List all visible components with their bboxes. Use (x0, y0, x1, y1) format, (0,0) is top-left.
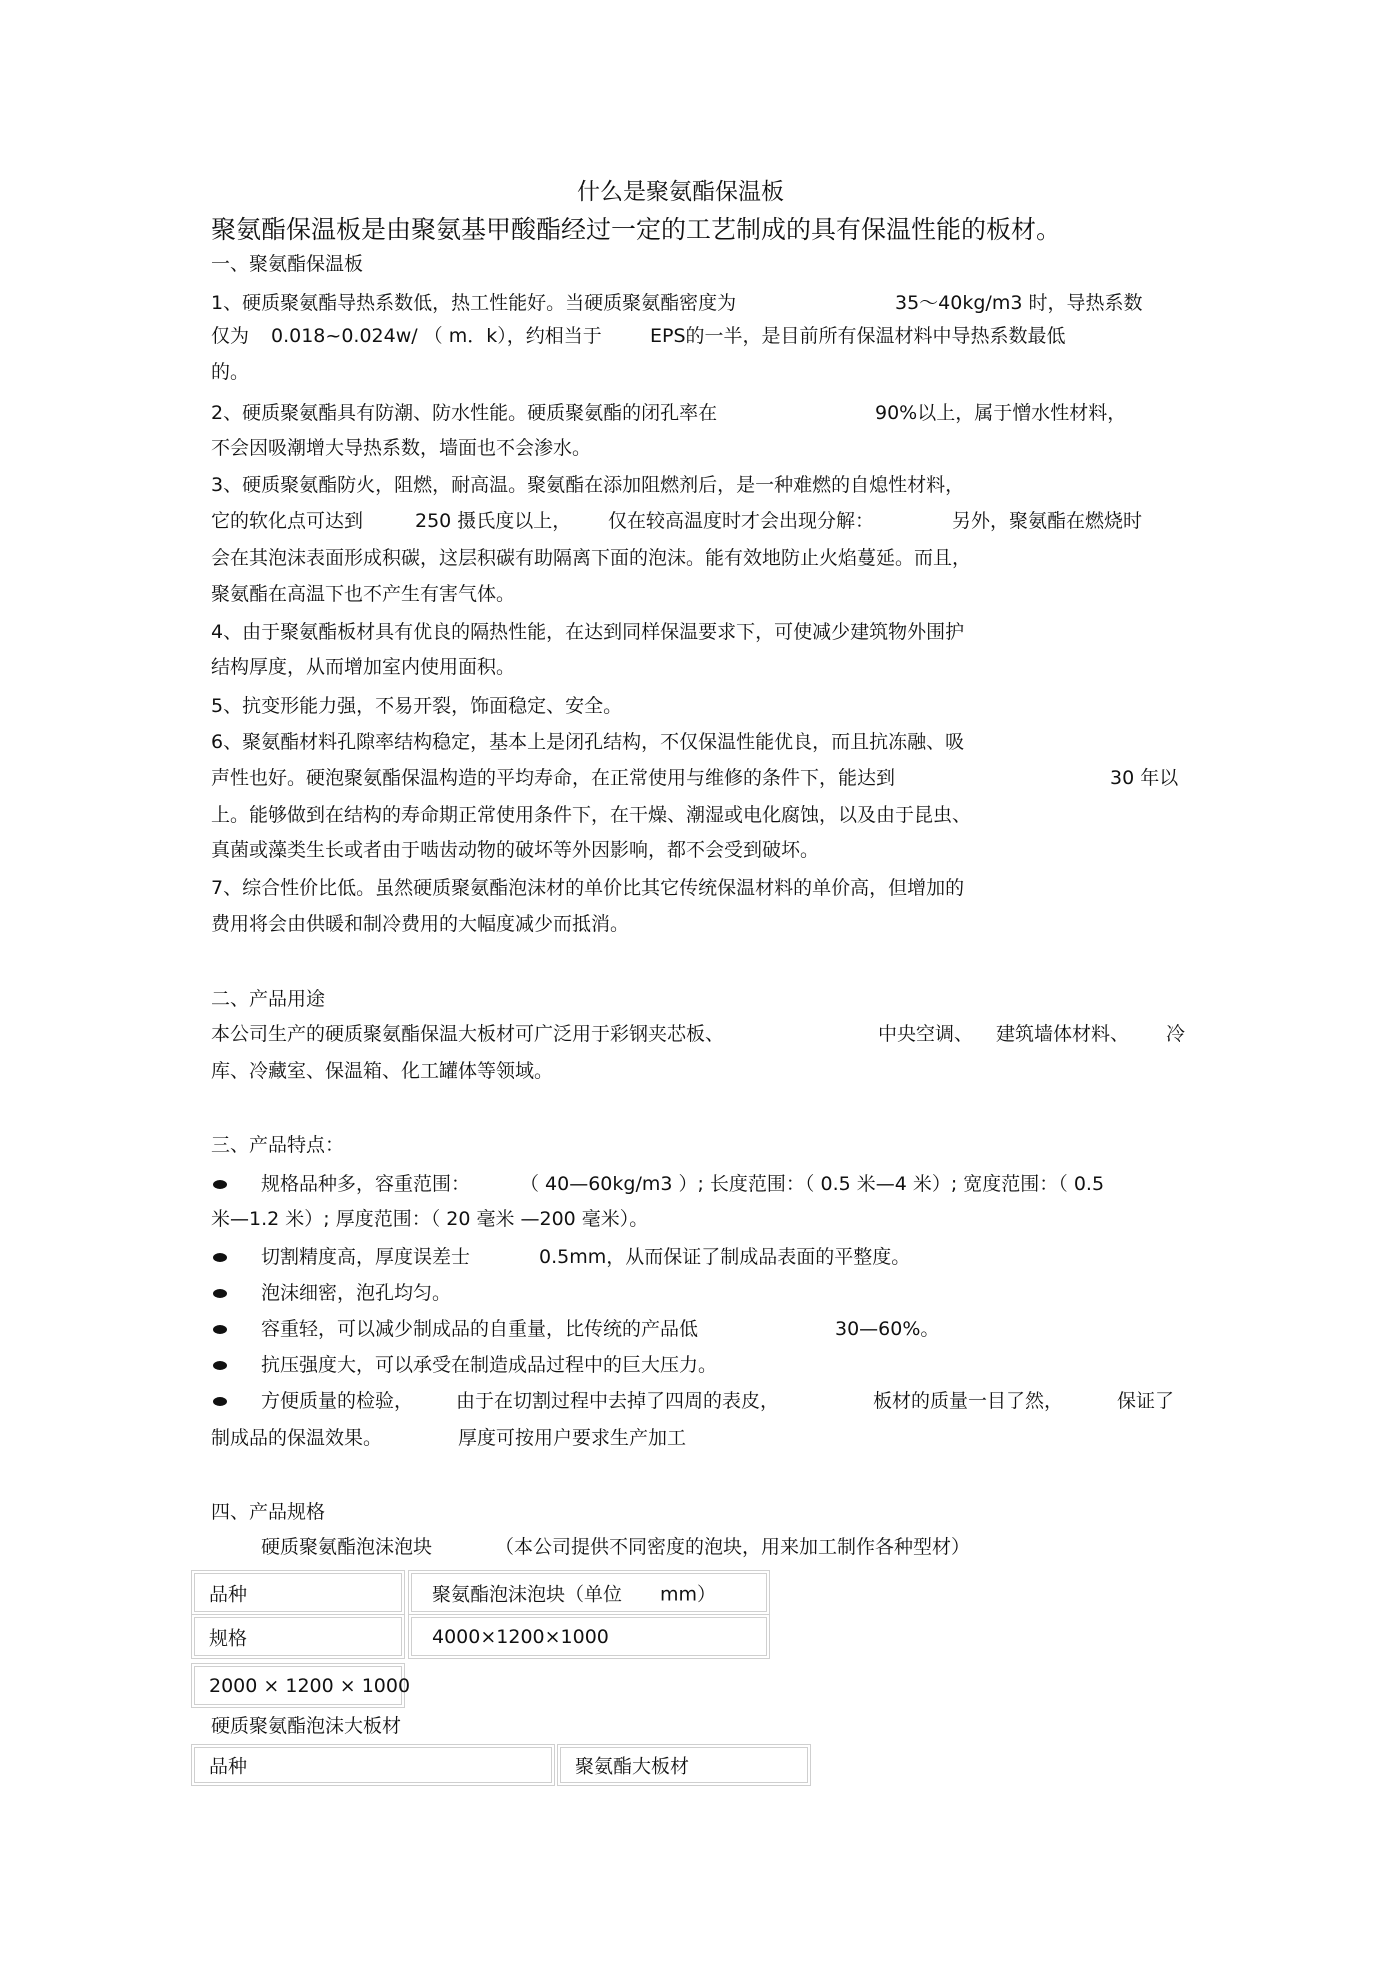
table1-cell-spec-value-2 (191, 1663, 411, 1708)
section1-p6-line2b: 30 年以 (1110, 767, 1179, 789)
section3-bullet4-b: 30—60%。 (835, 1318, 940, 1340)
table2-cell-variety-label (191, 1744, 555, 1786)
table1-cell-spec-label (191, 1614, 405, 1659)
section1-p1-line3: 的。 (211, 361, 250, 383)
section1-p2-line2: 不会因吸潮增大导热系数，墙面也不会渗水。 (211, 437, 592, 459)
table1-cell-text: 2000 × 1200 × 1000 (209, 1674, 411, 1697)
foam-board-label: 硬质聚氨酯泡沫大板材 (211, 1715, 402, 1737)
page-title: 什么是聚氨酯保温板 (577, 179, 784, 205)
table1-cell-text: 聚氨酯泡沫泡块（单位 mm） (432, 1583, 717, 1605)
section3-bullet1-b: （ 40—60kg/m3 ）; 长度范围：（ 0.5 米—4 米）; 宽度范围：（ 0.5 (520, 1173, 1105, 1195)
section1-p6-line3: 上。能够做到在结构的寿命期正常使用条件下，在干燥、潮湿或电化腐蚀，以及由于昆虫、 (211, 804, 972, 826)
section1-p1-line1b: 35～40kg/m3 时，导热系数 (895, 292, 1143, 314)
section1-p1-line2c: EPS的一半，是目前所有保温材料中导热系数最低 (650, 325, 1066, 347)
section1-p3-line2a: 它的软化点可达到 (211, 510, 364, 532)
section1-p7-line2: 费用将会由供暖和制冷费用的大幅度减少而抵消。 (211, 913, 630, 935)
table2-cell-text: 聚氨酯大板材 (575, 1755, 690, 1778)
section3-bullet6-line2a: 制成品的保温效果。 (211, 1427, 383, 1449)
table1-cell-spec-value (408, 1614, 770, 1659)
bullet-dot (213, 1397, 227, 1406)
section1-heading: 一、聚氨酯保温板 (211, 253, 364, 275)
section2-line1a: 本公司生产的硬质聚氨酯保温大板材可广泛用于彩钢夹芯板、 (211, 1023, 725, 1045)
table2-cell-variety-value (557, 1744, 811, 1786)
section1-p2-line1b: 90%以上，属于憎水性材料， (875, 402, 1127, 424)
table1-cell-text: 品种 (209, 1583, 248, 1605)
table1-cell-text: 规格 (209, 1627, 248, 1649)
section3-bullet1-line2: 米—1.2 米）; 厚度范围：（ 20 毫米 —200 毫米）。 (211, 1208, 649, 1230)
foam-block-note: （本公司提供不同密度的泡块，用来加工制作各种型材） (495, 1536, 971, 1558)
section3-bullet6-d: 保证了 (1117, 1390, 1175, 1412)
section1-p1-line2a: 仅为 (211, 325, 250, 347)
section1-p6-line2a: 声性也好。硬泡聚氨酯保温构造的平均寿命，在正常使用与维修的条件下，能达到 (211, 767, 896, 789)
bullet-dot (213, 1180, 227, 1189)
section1-p3-line3: 会在其泡沫表面形成积碳，这层积碳有助隔离下面的泡沫。能有效地防止火焰蔓延。而且， (211, 547, 972, 569)
section2-line1d: 冷 (1166, 1023, 1186, 1045)
section3-bullet1-a: 规格品种多，容重范围： (261, 1173, 471, 1195)
table1-cell-variety-value (408, 1570, 770, 1615)
section1-p2-line1a: 2、硬质聚氨酯具有防潮、防水性能。硬质聚氨酯的闭孔率在 (211, 402, 718, 424)
section1-p4-line2: 结构厚度，从而增加室内使用面积。 (211, 656, 516, 678)
bullet-dot (213, 1361, 227, 1370)
table1-cell-text: 4000×1200×1000 (432, 1625, 609, 1648)
bullet-dot (213, 1289, 227, 1298)
table2-cell-text: 品种 (209, 1755, 248, 1778)
bullet-dot (213, 1253, 227, 1262)
section1-p3-line4: 聚氨酯在高温下也不产生有害气体。 (211, 583, 516, 605)
bullet-dot (213, 1325, 227, 1334)
section1-p7-line1: 7、综合性价比低。虽然硬质聚氨酯泡沫材的单价比其它传统保温材料的单价高，但增加的 (211, 877, 965, 899)
section3-bullet5: 抗压强度大，可以承受在制造成品过程中的巨大压力。 (261, 1354, 718, 1376)
foam-block-label: 硬质聚氨酯泡沫泡块 (261, 1536, 433, 1558)
section1-p6-line1: 6、聚氨酯材料孔隙率结构稳定，基本上是闭孔结构，不仅保温性能优良，而且抗冻融、吸 (211, 731, 965, 753)
section1-p3-line2d: 另外，聚氨酯在燃烧时 (952, 510, 1143, 532)
section2-line1c: 建筑墙体材料、 (996, 1023, 1130, 1045)
section3-bullet2-a: 切割精度高，厚度误差士 (261, 1246, 471, 1268)
section1-p3-line2c: 仅在较高温度时才会出现分解： (608, 510, 875, 532)
section3-bullet2-b: 0.5mm，从而保证了制成品表面的平整度。 (539, 1246, 911, 1268)
section3-bullet6-a: 方便质量的检验， (261, 1390, 414, 1412)
section2-line1b: 中央空调、 (878, 1023, 974, 1045)
section3-bullet3: 泡沫细密，泡孔均匀。 (261, 1282, 452, 1304)
section1-p1-line1a: 1、硬质聚氨酯导热系数低，热工性能好。当硬质聚氨酯密度为 (211, 292, 737, 314)
section2-heading: 二、产品用途 (211, 988, 326, 1010)
section1-p3-line2b: 250 摄氏度以上， (415, 510, 572, 532)
section3-bullet6-c: 板材的质量一目了然， (873, 1390, 1064, 1412)
section1-p4-line1: 4、由于聚氨酯板材具有优良的隔热性能，在达到同样保温要求下，可使减少建筑物外围护 (211, 621, 965, 643)
section3-heading: 三、产品特点： (211, 1134, 345, 1156)
section3-bullet6-b: 由于在切割过程中去掉了四周的表皮， (456, 1390, 780, 1412)
section1-p1-line2b: 0.018~0.024w/ （ m．k），约相当于 (271, 325, 602, 347)
section1-p3-line1: 3、硬质聚氨酯防火，阻燃，耐高温。聚氨酯在添加阻燃剂后，是一种难燃的自熄性材料， (211, 474, 965, 496)
section3-bullet4-a: 容重轻，可以减少制成品的自重量，比传统的产品低 (261, 1318, 699, 1340)
table1-cell-variety-label (191, 1570, 405, 1615)
section2-line2: 库、冷藏室、保温箱、化工罐体等领域。 (211, 1060, 554, 1082)
section4-heading: 四、产品规格 (211, 1501, 326, 1523)
page-subtitle: 聚氨酯保温板是由聚氨基甲酸酯经过一定的工艺制成的具有保温性能的板材。 (211, 215, 1062, 244)
section1-p6-line4: 真菌或藻类生长或者由于啮齿动物的破坏等外因影响，都不会受到破坏。 (211, 839, 820, 861)
section1-p5: 5、抗变形能力强，不易开裂，饰面稳定、安全。 (211, 695, 623, 717)
section3-bullet6-line2b: 厚度可按用户要求生产加工 (458, 1427, 687, 1449)
